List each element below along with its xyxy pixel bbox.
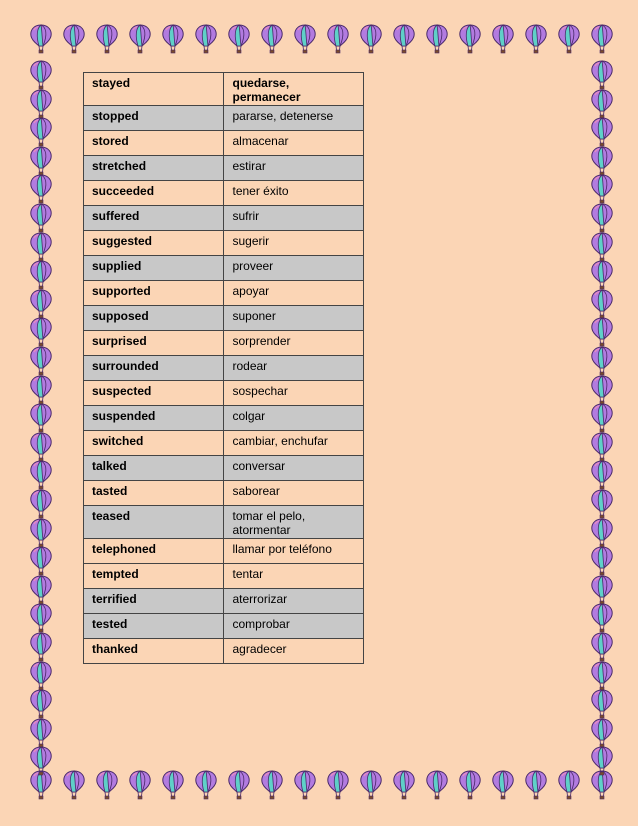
english-word-cell: succeeded xyxy=(84,181,224,206)
table-row xyxy=(84,156,364,181)
spanish-translation-cell: saborear xyxy=(224,481,364,506)
hot-air-balloon-icon xyxy=(29,746,53,776)
hot-air-balloon-icon xyxy=(29,718,53,748)
hot-air-balloon-icon xyxy=(590,575,614,605)
table-row xyxy=(84,73,364,106)
hot-air-balloon-icon xyxy=(590,718,614,748)
hot-air-balloon-icon xyxy=(590,518,614,548)
hot-air-balloon-icon xyxy=(590,603,614,633)
hot-air-balloon-icon xyxy=(29,24,53,54)
hot-air-balloon-icon xyxy=(524,770,548,800)
english-word-cell: switched xyxy=(84,431,224,456)
spanish-translation-cell: aterrorizar xyxy=(224,589,364,614)
hot-air-balloon-icon xyxy=(194,770,218,800)
hot-air-balloon-icon xyxy=(590,432,614,462)
hot-air-balloon-icon xyxy=(590,117,614,147)
hot-air-balloon-icon xyxy=(29,260,53,290)
english-word-cell: stopped xyxy=(84,106,224,131)
spanish-translation-cell: sufrir xyxy=(224,206,364,231)
hot-air-balloon-icon xyxy=(590,60,614,90)
english-word-cell: suspected xyxy=(84,381,224,406)
hot-air-balloon-icon xyxy=(29,89,53,119)
spanish-translation-cell: tener éxito xyxy=(224,181,364,206)
english-word-cell: tested xyxy=(84,614,224,639)
spanish-translation-cell: apoyar xyxy=(224,281,364,306)
hot-air-balloon-icon xyxy=(590,174,614,204)
english-word-cell: supplied xyxy=(84,256,224,281)
hot-air-balloon-icon xyxy=(359,770,383,800)
english-word-cell: terrified xyxy=(84,589,224,614)
table-row xyxy=(84,181,364,206)
hot-air-balloon-icon xyxy=(359,24,383,54)
english-word-cell: stayed xyxy=(84,73,224,106)
hot-air-balloon-icon xyxy=(524,24,548,54)
hot-air-balloon-icon xyxy=(29,203,53,233)
hot-air-balloon-icon xyxy=(392,770,416,800)
spanish-translation-cell: sospechar xyxy=(224,381,364,406)
table-row xyxy=(84,231,364,256)
spanish-translation-cell: agradecer xyxy=(224,639,364,664)
hot-air-balloon-icon xyxy=(62,770,86,800)
table-row xyxy=(84,356,364,381)
spanish-translation-cell: conversar xyxy=(224,456,364,481)
hot-air-balloon-icon xyxy=(29,289,53,319)
hot-air-balloon-icon xyxy=(29,174,53,204)
hot-air-balloon-icon xyxy=(260,770,284,800)
table-row xyxy=(84,506,364,539)
hot-air-balloon-icon xyxy=(29,518,53,548)
hot-air-balloon-icon xyxy=(590,24,614,54)
table-row xyxy=(84,564,364,589)
spanish-translation-cell: rodear xyxy=(224,356,364,381)
english-word-cell: tempted xyxy=(84,564,224,589)
hot-air-balloon-icon xyxy=(590,661,614,691)
hot-air-balloon-icon xyxy=(128,24,152,54)
hot-air-balloon-icon xyxy=(29,232,53,262)
spanish-translation-cell: estirar xyxy=(224,156,364,181)
spanish-translation-cell: almacenar xyxy=(224,131,364,156)
english-word-cell: telephoned xyxy=(84,539,224,564)
hot-air-balloon-icon xyxy=(29,546,53,576)
spanish-translation-cell: cambiar, enchufar xyxy=(224,431,364,456)
hot-air-balloon-icon xyxy=(491,770,515,800)
hot-air-balloon-icon xyxy=(590,689,614,719)
english-word-cell: surprised xyxy=(84,331,224,356)
hot-air-balloon-icon xyxy=(458,770,482,800)
hot-air-balloon-icon xyxy=(29,60,53,90)
english-word-cell: surrounded xyxy=(84,356,224,381)
hot-air-balloon-icon xyxy=(326,24,350,54)
hot-air-balloon-icon xyxy=(458,24,482,54)
hot-air-balloon-icon xyxy=(293,24,317,54)
hot-air-balloon-icon xyxy=(590,232,614,262)
table-row xyxy=(84,256,364,281)
hot-air-balloon-icon xyxy=(557,24,581,54)
hot-air-balloon-icon xyxy=(590,746,614,776)
spanish-translation-cell: tomar el pelo, atormentar xyxy=(224,506,364,539)
hot-air-balloon-icon xyxy=(590,375,614,405)
hot-air-balloon-icon xyxy=(29,603,53,633)
table-row xyxy=(84,131,364,156)
vocabulary-table xyxy=(83,72,364,664)
table-row xyxy=(84,431,364,456)
hot-air-balloon-icon xyxy=(29,317,53,347)
hot-air-balloon-icon xyxy=(95,24,119,54)
hot-air-balloon-icon xyxy=(29,346,53,376)
spanish-translation-cell: pararse, detenerse xyxy=(224,106,364,131)
english-word-cell: teased xyxy=(84,506,224,539)
hot-air-balloon-icon xyxy=(29,489,53,519)
hot-air-balloon-icon xyxy=(29,689,53,719)
spanish-translation-cell: proveer xyxy=(224,256,364,281)
english-word-cell: stored xyxy=(84,131,224,156)
hot-air-balloon-icon xyxy=(590,489,614,519)
hot-air-balloon-icon xyxy=(590,317,614,347)
hot-air-balloon-icon xyxy=(29,770,53,800)
spanish-translation-cell: quedarse, permanecer xyxy=(224,73,364,106)
hot-air-balloon-icon xyxy=(590,460,614,490)
english-word-cell: thanked xyxy=(84,639,224,664)
hot-air-balloon-icon xyxy=(29,632,53,662)
spanish-translation-cell: tentar xyxy=(224,564,364,589)
hot-air-balloon-icon xyxy=(161,770,185,800)
table-row xyxy=(84,106,364,131)
hot-air-balloon-icon xyxy=(29,575,53,605)
table-row xyxy=(84,614,364,639)
table-row xyxy=(84,589,364,614)
english-word-cell: supposed xyxy=(84,306,224,331)
hot-air-balloon-icon xyxy=(326,770,350,800)
table-row xyxy=(84,639,364,664)
hot-air-balloon-icon xyxy=(392,24,416,54)
english-word-cell: stretched xyxy=(84,156,224,181)
hot-air-balloon-icon xyxy=(590,546,614,576)
hot-air-balloon-icon xyxy=(590,146,614,176)
spanish-translation-cell: comprobar xyxy=(224,614,364,639)
hot-air-balloon-icon xyxy=(29,146,53,176)
table-row xyxy=(84,281,364,306)
hot-air-balloon-icon xyxy=(590,260,614,290)
hot-air-balloon-icon xyxy=(227,24,251,54)
hot-air-balloon-icon xyxy=(29,661,53,691)
hot-air-balloon-icon xyxy=(590,346,614,376)
hot-air-balloon-icon xyxy=(557,770,581,800)
table-row xyxy=(84,406,364,431)
hot-air-balloon-icon xyxy=(161,24,185,54)
spanish-translation-cell: suponer xyxy=(224,306,364,331)
hot-air-balloon-icon xyxy=(29,375,53,405)
table-row xyxy=(84,306,364,331)
hot-air-balloon-icon xyxy=(590,403,614,433)
spanish-translation-cell: sugerir xyxy=(224,231,364,256)
english-word-cell: suffered xyxy=(84,206,224,231)
hot-air-balloon-icon xyxy=(29,403,53,433)
spanish-translation-cell: llamar por teléfono xyxy=(224,539,364,564)
hot-air-balloon-icon xyxy=(227,770,251,800)
hot-air-balloon-icon xyxy=(425,24,449,54)
table-row xyxy=(84,206,364,231)
table-row xyxy=(84,539,364,564)
english-word-cell: suggested xyxy=(84,231,224,256)
hot-air-balloon-icon xyxy=(29,432,53,462)
hot-air-balloon-icon xyxy=(29,460,53,490)
hot-air-balloon-icon xyxy=(590,289,614,319)
hot-air-balloon-icon xyxy=(29,117,53,147)
hot-air-balloon-icon xyxy=(590,632,614,662)
hot-air-balloon-icon xyxy=(491,24,515,54)
english-word-cell: talked xyxy=(84,456,224,481)
table-row xyxy=(84,481,364,506)
table-row xyxy=(84,331,364,356)
hot-air-balloon-icon xyxy=(590,203,614,233)
spanish-translation-cell: sorprender xyxy=(224,331,364,356)
hot-air-balloon-icon xyxy=(293,770,317,800)
spanish-translation-cell: colgar xyxy=(224,406,364,431)
table-row xyxy=(84,381,364,406)
hot-air-balloon-icon xyxy=(590,770,614,800)
hot-air-balloon-icon xyxy=(128,770,152,800)
vocabulary-table-body xyxy=(84,73,364,664)
table-row xyxy=(84,456,364,481)
hot-air-balloon-icon xyxy=(590,89,614,119)
english-word-cell: supported xyxy=(84,281,224,306)
hot-air-balloon-icon xyxy=(62,24,86,54)
hot-air-balloon-icon xyxy=(95,770,119,800)
hot-air-balloon-icon xyxy=(194,24,218,54)
hot-air-balloon-icon xyxy=(425,770,449,800)
english-word-cell: tasted xyxy=(84,481,224,506)
hot-air-balloon-icon xyxy=(260,24,284,54)
english-word-cell: suspended xyxy=(84,406,224,431)
